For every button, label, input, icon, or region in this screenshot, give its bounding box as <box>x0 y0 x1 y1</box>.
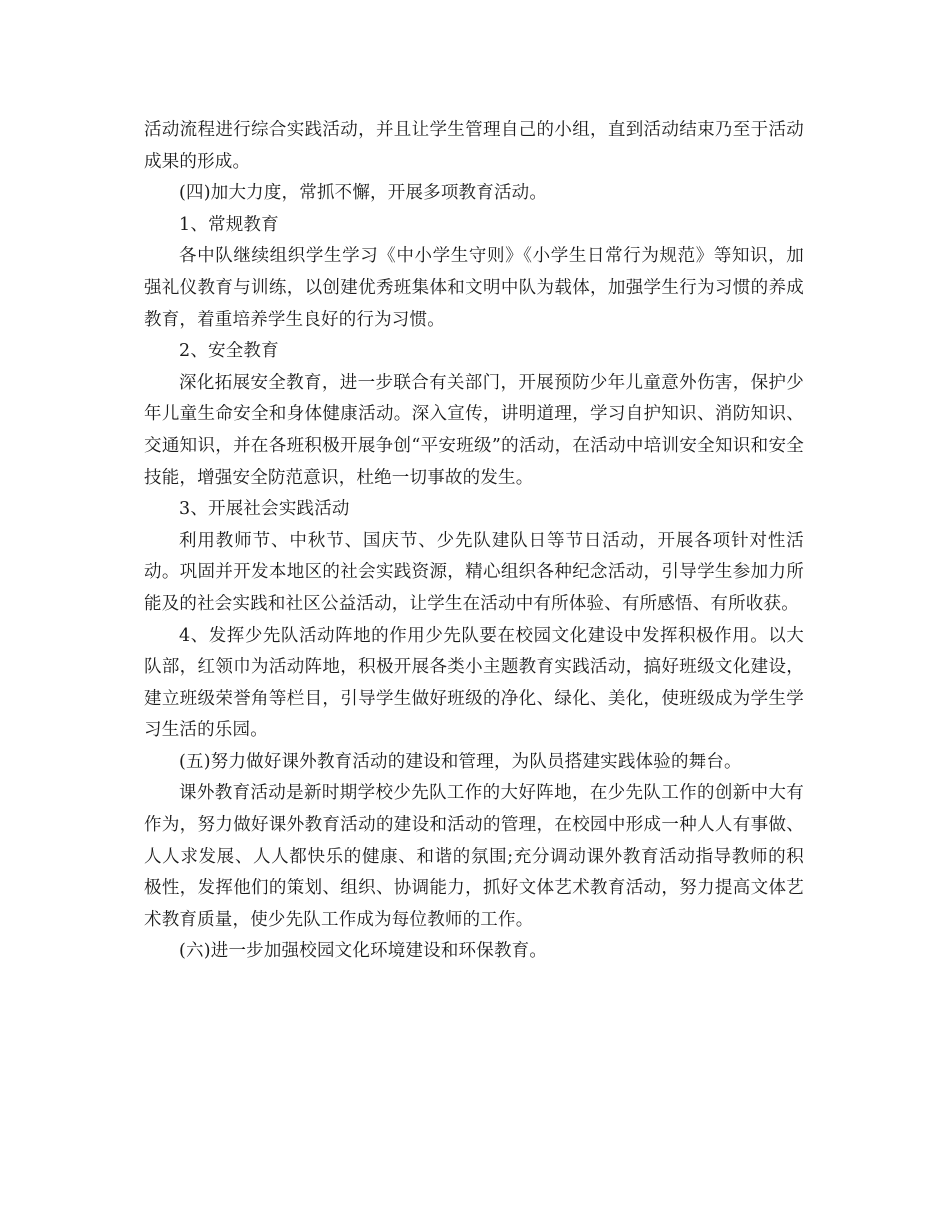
heading-section-4: (四)加大力度，常抓不懈，开展多项教育活动。 <box>179 183 548 204</box>
paragraph-routine-education: 各中队继续组织学生学习《中小学生守则》《小学生日常行为规范》等知识，加强礼仪教育与训练，以创建优秀班集体和文明中队为载体，加强学生行为习惯的养成教育，着重培养学生良好的行为习惯。 <box>144 246 804 330</box>
heading-section-5: (五)努力做好课外教育活动的建设和管理，为队员搭建实践体验的舞台。 <box>179 751 742 772</box>
heading-social-practice: 3、开展社会实践活动 <box>179 499 350 520</box>
heading-safety-education: 2、安全教育 <box>179 341 279 362</box>
document-body <box>144 115 804 968</box>
paragraph-safety-education: 深化拓展安全教育，进一步联合有关部门，开展预防少年儿童意外伤害，保护少年儿童生命安全和身体健康活动。深入宣传，讲明道理，学习自护知识、消防知识、交通知识，并在各班积极开展争创“平安班级”的活动，在活动中培训安全知识和安全技能，增强安全防范意识，杜绝一切事故的发生。 <box>144 372 804 488</box>
paragraph-activity-base: 4、发挥少先队活动阵地的作用少先队要在校园文化建设中发挥积极作用。以大队部，红领巾为活动阵地，积极开展各类小主题教育实践活动，搞好班级文化建设，建立班级荣誉角等栏目，引导学生做好班级的净化、绿化、美化，使班级成为学生学习生活的乐园。 <box>144 625 804 741</box>
heading-section-6: (六)进一步加强校园文化环境建设和环保教育。 <box>179 941 548 962</box>
heading-routine-education: 1、常规教育 <box>179 214 279 235</box>
paragraph-social-practice: 利用教师节、中秋节、国庆节、少先队建队日等节日活动，开展各项针对性活动。巩固并开发本地区的社会实践资源，精心组织各种纪念活动，引导学生参加力所能及的社会实践和社区公益活动，让学生在活动中有所体验、有所感悟、有所收获。 <box>144 530 804 614</box>
paragraph-1: 活动流程进行综合实践活动，并且让学生管理自己的小组，直到活动结束乃至于活动成果的形成。 <box>144 120 804 172</box>
paragraph-extracurricular: 课外教育活动是新时期学校少先队工作的大好阵地，在少先队工作的创新中大有作为，努力做好课外教育活动的建设和活动的管理，在校园中形成一种人人有事做、人人求发展、人人都快乐的健康、和谐的氛围;充分调动课外教育活动指导教师的积极性，发挥他们的策划、组织、协调能力，抓好文体艺术教育活动，努力提高文体艺术教育质量，使少先队工作成为每位教师的工作。 <box>144 783 804 930</box>
